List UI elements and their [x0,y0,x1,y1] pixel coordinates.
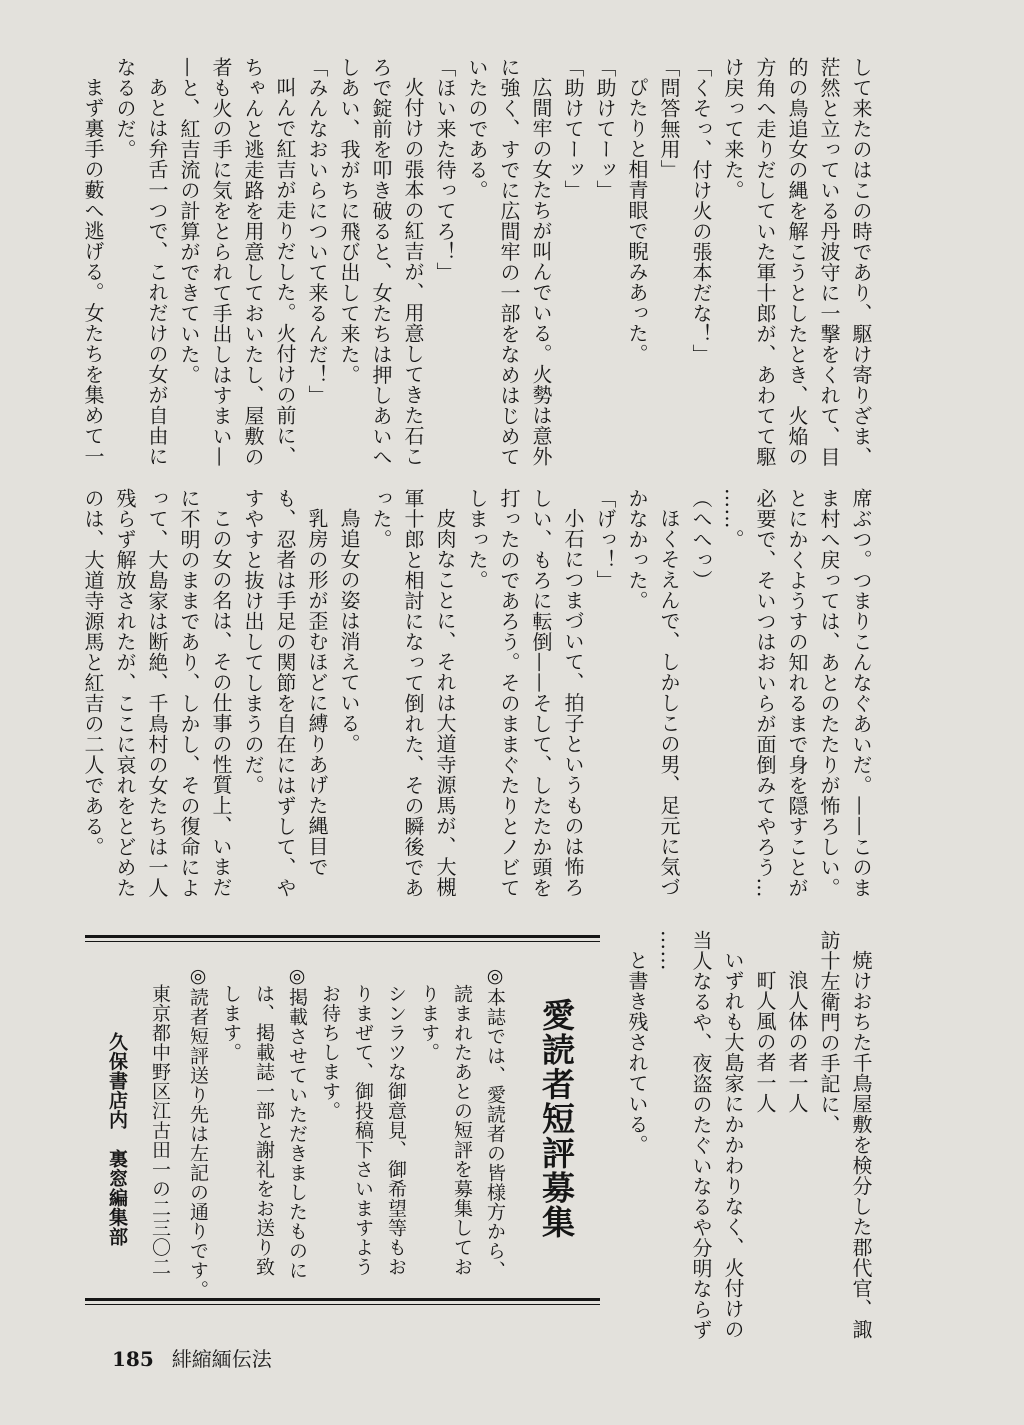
text-column: ぴたりと相青眼で睨みあった。 [625,77,649,364]
text-column: 焼けおちた千鳥屋敷を検分した郡代官、諏 [849,950,873,1340]
text-column: いたのである。 [465,57,489,201]
text-column: 叫んで紅吉が走りだした。火付けの前に、 [273,77,297,467]
text-column: 「助けてーッ」 [593,57,617,201]
notice-address: 東京都中野区江古田一の二三〇二 [149,984,171,1277]
text-column: 的の鳥追女の縄を解こうとしたとき、火焔の [785,57,809,467]
text-column: 鳥追女の姿は消えている。 [337,508,361,754]
text-column: —と、紅吉流の計算ができていた。 [177,57,201,385]
text-column: に不明のままであり、しかし、その復命によ [177,488,201,898]
text-column: 小石につまづいて、拍子というものは怖ろ [561,508,585,898]
notice-bottom-rule [85,1298,600,1305]
reader-review-notice [100,965,511,1300]
notice-editorial-office: 久保書店内 裏窓編集部 [106,1031,128,1246]
text-column: って、大島家は断絶、千鳥村の女たちは一人 [145,488,169,898]
text-column: とにかくようすの知れるまで身を隠すことが [785,488,809,898]
notice-column: りまぜて、御投稿下さいますよう [352,984,374,1277]
text-column: しまった。 [465,488,489,591]
text-column: この女の名は、その仕事の性質上、いまだ [209,508,233,898]
text-column: しい、もろに転倒——そして、したたか頭を [529,488,553,898]
text-column: 町人風の者一人 [753,970,777,1114]
text-column: 「ほい来た待ってろ！」 [433,57,457,283]
text-column: …… [657,930,681,971]
text-column: 皮肉なことに、それは大道寺源馬が、大槻 [433,508,457,898]
notice-column: シンラツな御意見、御希望等もお [385,984,407,1277]
text-column: すやすと抜け出してしまうのだ。 [241,488,265,796]
text-column: ……。 [721,488,745,550]
bottom-text-tier [621,930,877,1340]
page-footer [112,1343,272,1372]
text-column: 茫然と立っている丹波守に一撃をくれて、目 [817,57,841,467]
text-column: 打ったのであろう。そのままぐたりとノビて [497,488,521,898]
text-column: ほくそえんで、しかしこの男、足元に気づ [657,508,681,898]
text-column: まず裏手の藪へ逃げる。女たちを集めて一 [81,77,105,467]
text-column: 「くそっ、付け火の張本だな！」 [689,57,713,365]
text-column: して来たのはこの時であり、駆け寄りざま、 [849,57,873,467]
text-column: け戻って来た。 [721,57,745,201]
text-column: のは、大道寺源馬と紅吉の二人である。 [81,488,105,857]
text-column: に強く、すでに広間牢の一部をなめはじめて [497,57,521,467]
text-column: あとは弁舌一つで、これだけの女が自由に [145,77,169,467]
notice-column: ◎本誌では、愛読者の皆様方から、 [484,965,506,1280]
notice-top-rule [85,935,600,942]
lower-text-tier [77,488,877,903]
text-column: 方角へ走りだしていた軍十郎が、あわてて駆 [753,57,777,467]
text-column: 「げっ！」 [593,488,617,591]
notice-column: します。 [220,984,242,1062]
text-column: った。 [369,488,393,550]
text-column: ちゃんと逃走路を用意しておいたし、屋敷の [241,57,265,467]
text-column: 者も火の手に気をとられて手出しはすまい— [209,57,233,467]
text-column: 訪十左衛門の手記に、 [817,930,841,1135]
notice-column: ◎読者短評送り先は左記の通りです。 [187,965,209,1300]
notice-title: 愛読者短評募集 [537,998,576,1240]
running-title: 緋縮緬伝法 [171,1347,272,1371]
notice-column: 読まれたあとの短評を募集してお [451,984,473,1277]
text-column: も、忍者は手足の関節を自在にはずして、や [273,488,297,898]
text-column: 乳房の形が歪むほどに縛りあげた縄目で [305,508,329,877]
text-column: 広間牢の女たちが叫んでいる。火勢は意外 [529,77,553,467]
text-column: 「助けてーッ」 [561,57,585,201]
notice-column: ◎掲載させていただきましたものに [286,965,308,1280]
text-column: と書き残されている。 [625,950,649,1155]
text-column: 「問答無用」 [657,57,681,180]
notice-column: は、掲載誌一部と謝礼をお送り致 [253,984,275,1277]
text-column: ろで錠前を叩き破ると、女たちは押しあいへ [369,57,393,467]
text-column: 席ぶつ。つまりこんなぐあいだ。——このま [849,488,873,898]
notice-column: ります。 [418,984,440,1062]
text-column: ま村へ戻っては、あとのたたりが怖ろしい。 [817,488,841,898]
text-column: 浪人体の者一人 [785,970,809,1114]
text-column: いずれも大島家にかかわりなく、火付けの [721,950,745,1340]
text-column: なるのだ。 [113,57,137,160]
text-column: 「みんなおいらについて来るんだ！」 [305,57,329,406]
text-column: 軍十郎と相討になって倒れた、その瞬後であ [401,488,425,898]
text-column: しあい、我がちに飛び出して来た。 [337,57,361,385]
text-column: 火付けの張本の紅吉が、用意してきた石こ [401,77,425,467]
text-column: （へへっ） [689,488,713,591]
text-column: 必要で、そいつはおいらが面倒みてやろう… [753,488,777,898]
text-column: 残らず解放されたが、ここに哀れをとどめた [113,488,137,898]
text-column: かなかった。 [625,488,649,611]
notice-column: お待ちします。 [319,984,341,1121]
upper-text-tier [77,57,877,477]
text-column: 当人なるや、夜盗のたぐいなるや分明ならず [689,930,713,1340]
page-number: 185 [112,1347,154,1371]
